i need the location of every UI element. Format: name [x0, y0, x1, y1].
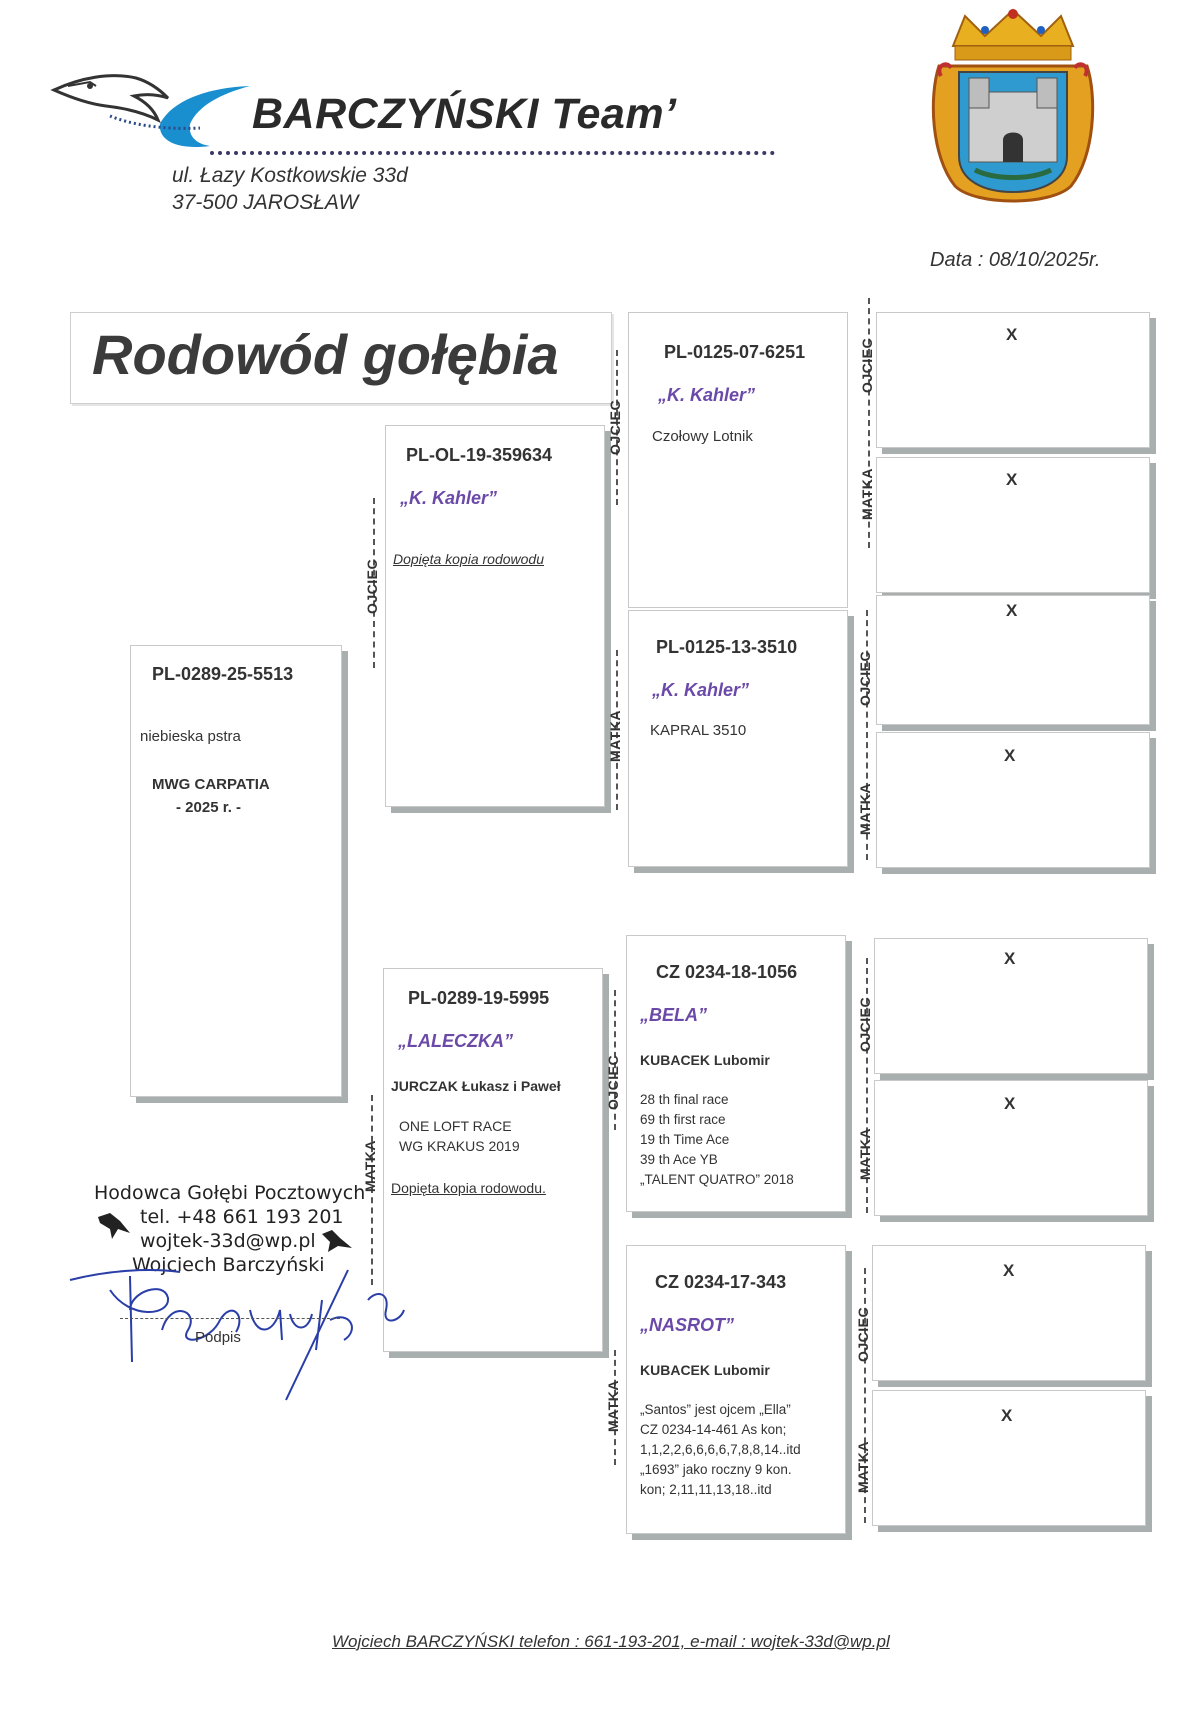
ggp3-mother-mark: X — [1004, 1094, 1016, 1113]
mm-name: „NASROT” — [640, 1315, 734, 1335]
mf-name: „BELA” — [640, 1005, 707, 1025]
pigeon-line-1: MWG CARPATIA — [152, 776, 270, 793]
signature-label: Podpis — [195, 1329, 241, 1346]
mf-label: OJCIEC — [605, 1054, 621, 1110]
ggp4-father-mark: X — [1003, 1261, 1015, 1280]
father-note: Dopięta kopia rodowodu — [393, 551, 544, 567]
fm-label: MATKA — [607, 709, 623, 762]
mother-ring: PL-0289-19-5995 — [408, 988, 550, 1008]
ff-ring: PL-0125-07-6251 — [664, 342, 806, 362]
stamp-line-3: wojtek-33d@wp.pl — [140, 1230, 316, 1252]
mm-breeder: KUBACEK Lubomir — [640, 1362, 770, 1378]
ggp1-father-label: OJCIEC — [859, 337, 875, 393]
bird-logo — [50, 64, 280, 154]
ggp4-father-label: OJCIEC — [855, 1306, 871, 1362]
mm-note-2: CZ 0234-14-461 As kon; — [640, 1422, 787, 1437]
mother-race-1: ONE LOFT RACE — [399, 1118, 512, 1134]
ggp1-mother-mark: X — [1006, 470, 1018, 489]
mf-result-5: „TALENT QUATRO” 2018 — [640, 1172, 794, 1187]
address-line-1: ul. Łazy Kostkowskie 33d — [172, 164, 408, 187]
ff-note: Czołowy Lotnik — [652, 428, 753, 445]
mf-result-1: 28 th final race — [640, 1092, 729, 1107]
ggp2-mother-label: MATKA — [857, 782, 873, 835]
father-name: „K. Kahler” — [400, 488, 498, 508]
mother-race-2: WG KRAKUS 2019 — [399, 1138, 520, 1154]
stamp-line-4: Wojciech Barczyński — [132, 1254, 325, 1276]
ff-name: „K. Kahler” — [658, 385, 756, 405]
mother-label: MATKA — [362, 1139, 378, 1192]
header-divider — [210, 151, 775, 155]
ff-label: OJCIEC — [607, 399, 623, 455]
mm-note-3: 1,1,2,2,6,6,6,6,7,8,8,14..itd — [640, 1442, 801, 1457]
mf-ring: CZ 0234-18-1056 — [656, 962, 798, 982]
coat-of-arms — [925, 6, 1100, 212]
mm-note-1: „Santos” jest ojcem „Ella” — [640, 1402, 791, 1417]
father-label: OJCIEC — [364, 558, 380, 614]
mf-result-3: 19 th Time Ace — [640, 1132, 730, 1147]
fm-name: „K. Kahler” — [652, 680, 750, 700]
pigeon-line-2: - 2025 r. - — [176, 799, 242, 816]
team-name: BARCZYŃSKI Team’ — [252, 90, 677, 138]
ggp3-mother-label: MATKA — [857, 1127, 873, 1180]
mf-breeder: KUBACEK Lubomir — [640, 1052, 770, 1068]
ggp1-father-mark: X — [1006, 325, 1018, 344]
ggp4-mother-mark: X — [1001, 1406, 1013, 1425]
document-date: Data : 08/10/2025r. — [930, 249, 1101, 271]
stamp-line-2: tel. +48 661 193 201 — [140, 1206, 344, 1228]
ggp2-father-label: OJCIEC — [857, 650, 873, 706]
father-card — [385, 425, 605, 807]
stamp-bird-icon — [96, 1207, 132, 1241]
signature-line — [120, 1318, 340, 1319]
stamp-line-1: Hodowca Gołębi Pocztowych — [94, 1182, 366, 1204]
mm-note-4: „1693” jako roczny 9 kon. — [640, 1462, 792, 1477]
ggp1-mother-label: MATKA — [859, 467, 875, 520]
address-line-2: 37-500 JAROSŁAW — [172, 191, 359, 214]
pigeon-card — [130, 645, 342, 1097]
mf-result-4: 39 th Ace YB — [640, 1152, 718, 1167]
mf-result-2: 69 th first race — [640, 1112, 726, 1127]
father-ring: PL-OL-19-359634 — [406, 445, 553, 465]
mm-label: MATKA — [605, 1379, 621, 1432]
mother-breeder: JURCZAK Łukasz i Paweł — [391, 1078, 561, 1094]
fm-note: KAPRAL 3510 — [650, 722, 747, 739]
mm-note-5: kon; 2,11,11,13,18..itd — [640, 1482, 772, 1497]
ggp4-mother-label: MATKA — [855, 1440, 871, 1493]
document-title: Rodowód gołębia — [92, 323, 559, 386]
ggp2-father-mark: X — [1006, 601, 1018, 620]
pigeon-color: niebieska pstra — [140, 728, 241, 745]
mm-ring: CZ 0234-17-343 — [655, 1272, 787, 1292]
fm-ring: PL-0125-13-3510 — [656, 637, 798, 657]
ggp3-father-label: OJCIEC — [857, 996, 873, 1052]
footer-contact: Wojciech BARCZYŃSKI telefon : 661-193-201, e-mail : wojtek-33d@wp.pl — [332, 1632, 890, 1651]
ggp3-father-mark: X — [1004, 949, 1016, 968]
mother-note: Dopięta kopia rodowodu. — [391, 1180, 546, 1196]
pigeon-ring: PL-0289-25-5513 — [152, 664, 294, 684]
ggp2-mother-mark: X — [1004, 746, 1016, 765]
mother-name: „LALECZKA” — [398, 1031, 513, 1051]
